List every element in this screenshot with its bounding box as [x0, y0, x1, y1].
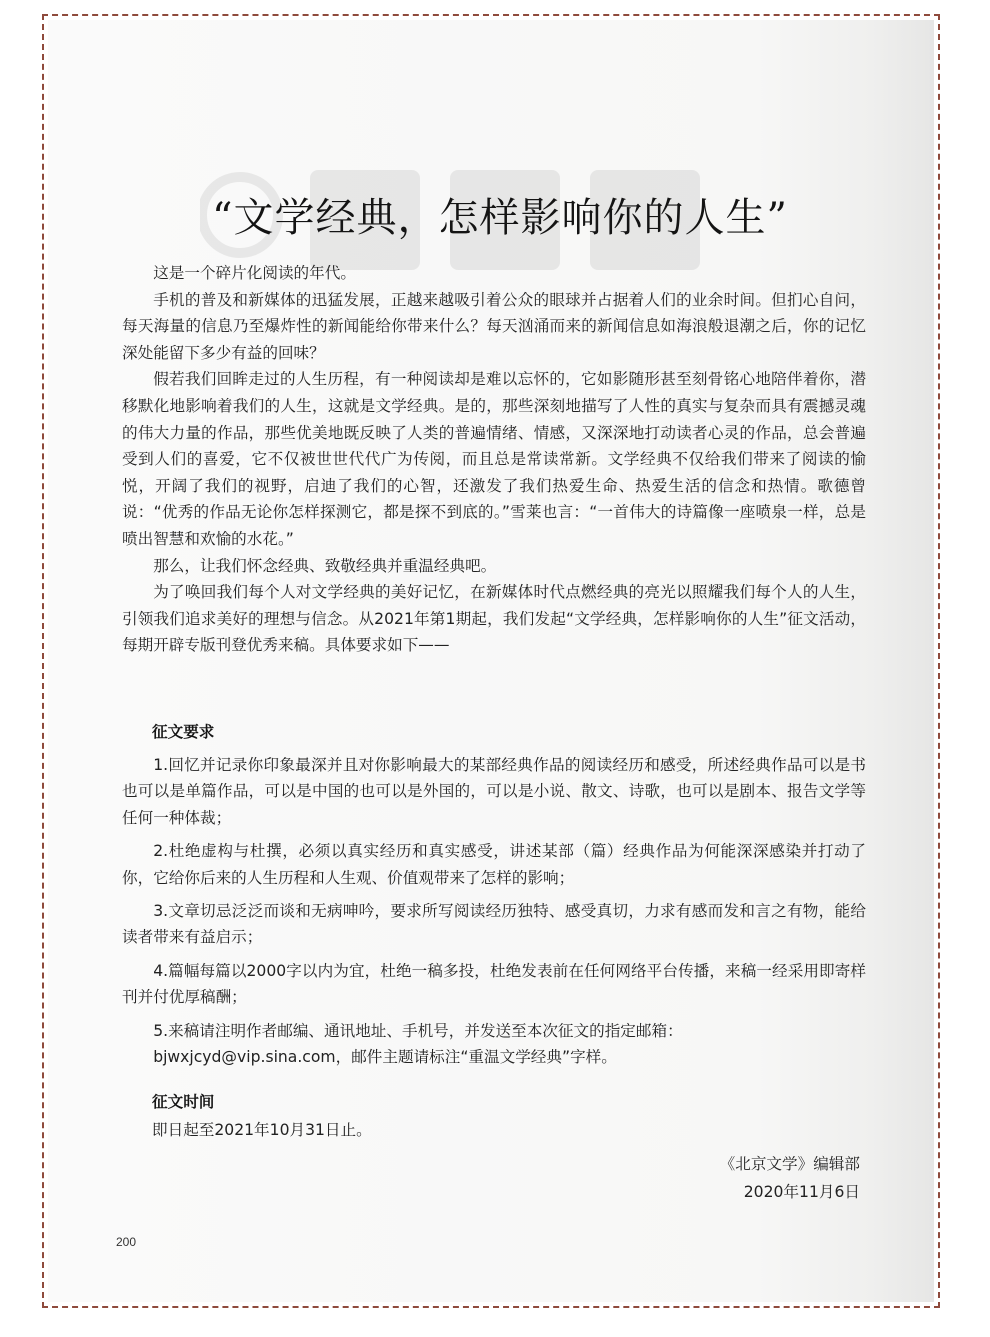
- paragraph-classics: 假若我们回眸走过的人生历程，有一种阅读却是难以忘怀的，它如影随形甚至刻骨铭心地陪伴着你，潜移默化地影响着我们的人生，这就是文学经典。是的，那些深刻地描写了人性的真实与复杂而具有震撼灵魂的伟大力量的作品，那些优美地既反映了人类的普遍情绪、情感，又深深地打动读者心灵的作品，总会普遍受到人们的喜爱，它不仅被世世代代广为传阅，而且总是常读常新。文学经典不仅给我们带来了阅读的愉悦，开阔了我们的视野，启迪了我们的心智，还激发了我们热爱生命、热爱生活的信念和热情。歌德曾说：“优秀的作品无论你怎样探测它，都是探不到底的。”雪莱也言：“一首伟大的诗篇像一座喷泉一样，总是喷出智慧和欢愉的水花。”: [122, 370, 866, 548]
- requirements-heading: 征文要求: [152, 723, 215, 741]
- requirement-item: 5.来稿请注明作者邮编、通讯地址、手机号，并发送至本次征文的指定邮箱：: [153, 1021, 683, 1040]
- paragraph-campaign: 为了唤回我们每个人对文学经典的美好记忆，在新媒体时代点燃经典的亮光以照耀我们每个人的人生，引领我们追求美好的理想与信念。从2021年第1期起，我们发起“文学经典，怎样影响你的人生”征文活动，每期开辟专版刊登优秀来稿。具体要求如下——: [122, 583, 866, 655]
- paragraph-call: 那么，让我们怀念经典、致敬经典并重温经典吧。: [153, 556, 497, 575]
- article-body: [122, 260, 866, 659]
- paragraph-intro: 这是一个碎片化阅读的年代。: [153, 264, 356, 282]
- signature-date: 2020年11月6日: [743, 1183, 860, 1201]
- period-text: 即日起至2021年10月31日止。: [152, 1121, 372, 1139]
- period-heading: 征文时间: [152, 1093, 215, 1111]
- requirement-email: bjwxjcyd@vip.sina.com，邮件主题请标注“重温文学经典”字样。: [153, 1048, 617, 1067]
- requirement-item: 3.文章切忌泛泛而谈和无病呻吟，要求所写阅读经历独特、感受真切，力求有感而发和言之有物，能给读者带来有益启示；: [122, 902, 866, 947]
- requirement-item: 4.篇幅每篇以2000字以内为宜，杜绝一稿多投，杜绝发表前在任何网络平台传播，来稿一经采用即寄样刊并付优厚稿酬；: [122, 961, 866, 1007]
- requirements-list: [122, 752, 866, 1077]
- page-number: 200: [116, 1235, 137, 1249]
- article-title: “文学经典，怎样影响你的人生”: [212, 195, 788, 241]
- paragraph-new-media: 手机的普及和新媒体的迅猛发展，正越来越吸引着公众的眼球并占据着人们的业余时间。但扪心自问，每天海量的信息乃至爆炸性的新闻能给你带来什么？每天汹涌而来的新闻信息如海浪般退潮之后，你的记忆深处能留下多少有益的回味？: [122, 290, 866, 362]
- signature-editor: 《北京文学》编辑部: [719, 1155, 860, 1173]
- requirement-item: 2.杜绝虚构与杜撰，必须以真实经历和真实感受，讲述某部（篇）经典作品为何能深深感染并打动了你，它给你后来的人生历程和人生观、价值观带来了怎样的影响；: [122, 842, 866, 887]
- requirement-item: 1.回忆并记录你印象最深并且对你影响最大的某部经典作品的阅读经历和感受，所述经典作品可以是书也可以是单篇作品，可以是中国的也可以是外国的，可以是小说、散文、诗歌，也可以是剧本、报告文学等任何一种体裁；: [122, 756, 866, 827]
